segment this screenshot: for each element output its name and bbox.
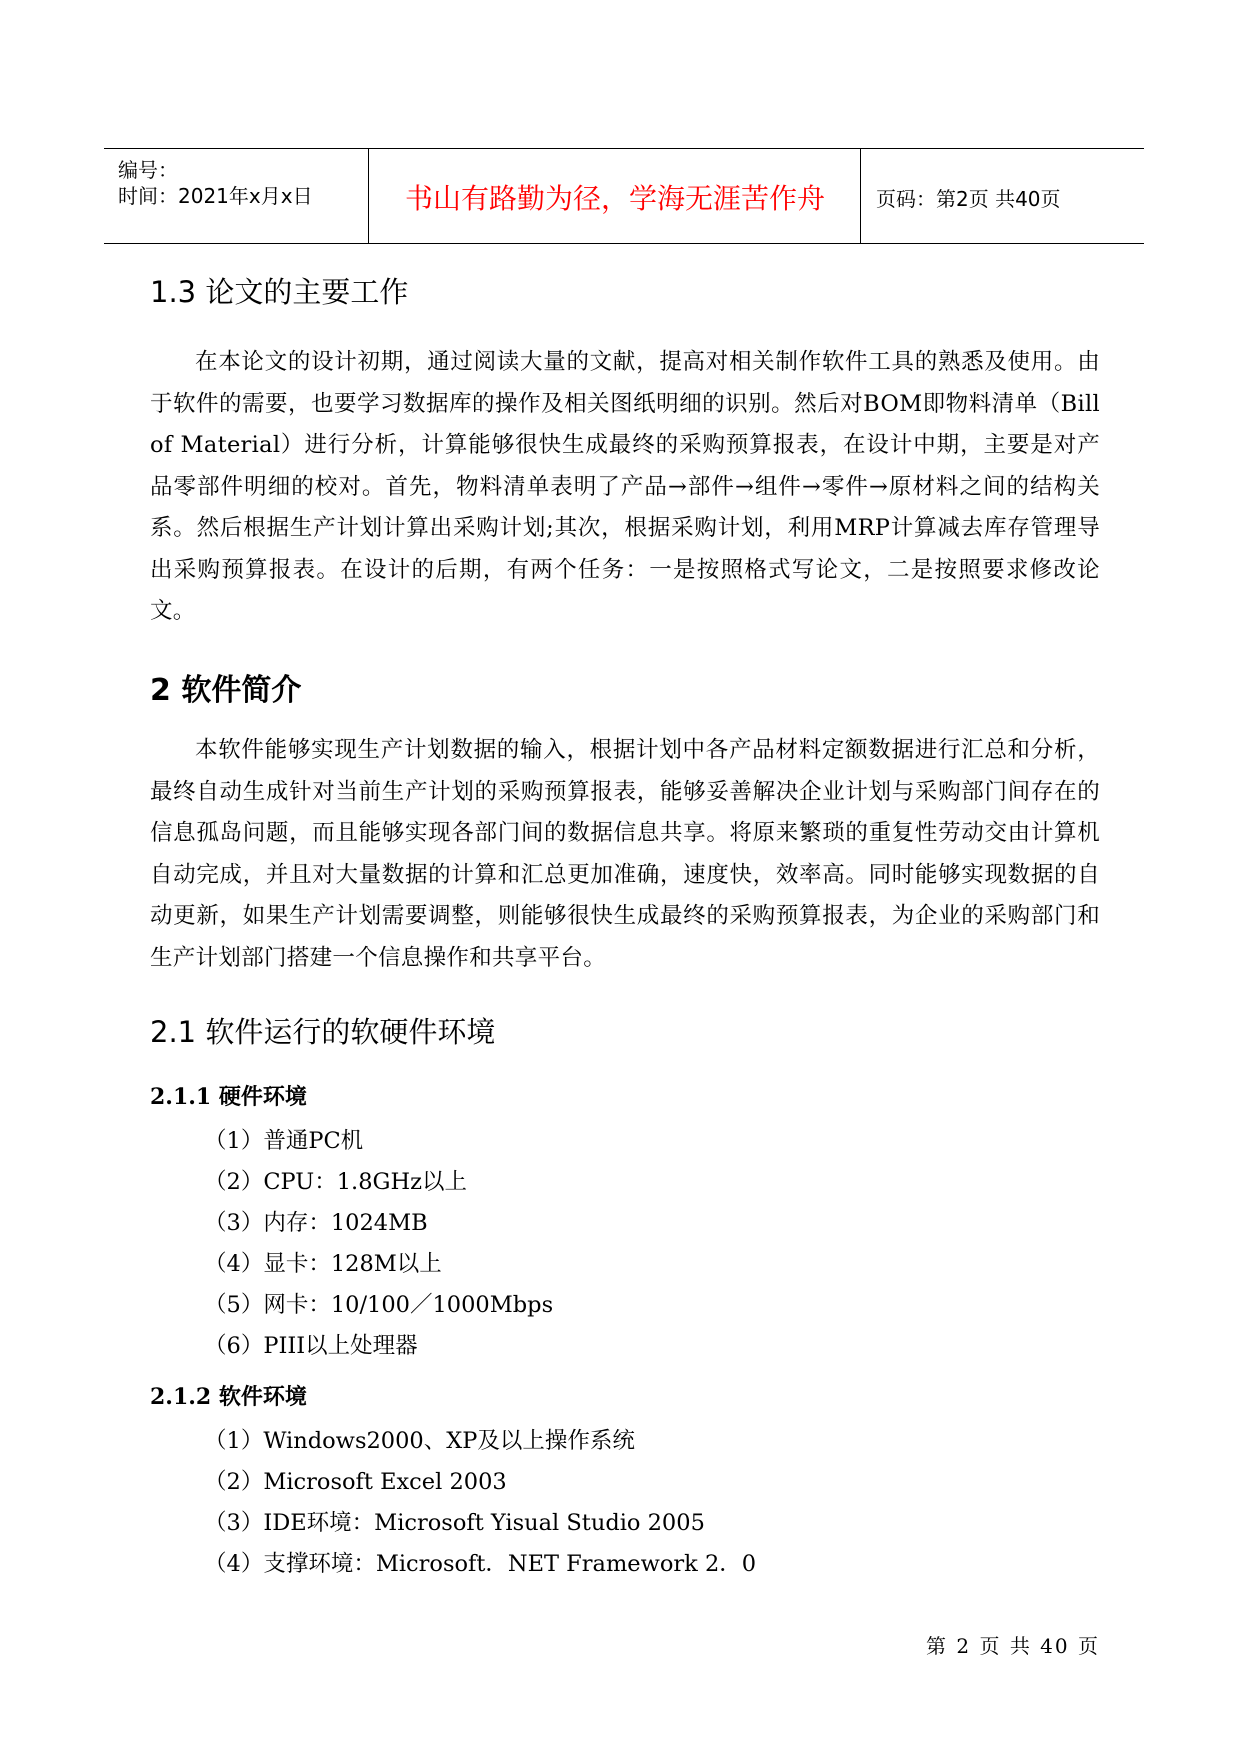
list-item: （4）显卡：128M以上	[204, 1251, 442, 1277]
header-right-cell	[862, 149, 1144, 243]
section-2-1	[150, 1010, 1100, 1051]
section-2-body	[150, 730, 1100, 979]
header-page-code: 页码：第2页 共40页	[876, 187, 1061, 211]
section-2	[150, 665, 1100, 709]
header-left-cell	[104, 149, 369, 243]
list-item: （6）PIII以上处理器	[204, 1333, 418, 1359]
software-list	[150, 1421, 1100, 1585]
list-item: （2）Microsoft Excel 2003	[204, 1469, 507, 1495]
list-item: （4）支撑环境：Microsoft．NET Framework 2．0	[204, 1551, 757, 1577]
header-motto: 书山有路勤为径，学海无涯苦作舟	[404, 182, 825, 215]
list-item: （1）普通PC机	[204, 1128, 364, 1154]
section-1-3-title: 1.3 论文的主要工作	[150, 275, 409, 309]
page-header	[104, 148, 1144, 244]
list-item: （3）内存：1024MB	[204, 1210, 428, 1236]
section-2-1-title: 2.1 软件运行的软硬件环境	[150, 1015, 496, 1049]
document-number-label: 编号：	[118, 158, 178, 182]
software-section	[150, 1380, 1100, 1585]
software-title: 2.1.2 软件环境	[150, 1384, 307, 1410]
section-1-3	[150, 270, 1100, 311]
document-time-label: 时间：2021年x月x日	[118, 184, 313, 208]
list-item: （3）IDE环境：Microsoft Yisual Studio 2005	[204, 1510, 705, 1536]
hardware-section	[150, 1080, 1100, 1367]
list-item: （1）Windows2000、XP及以上操作系统	[204, 1428, 635, 1454]
page-footer: 第 2 页 共 40 页	[926, 1634, 1100, 1658]
section-1-3-body	[150, 342, 1100, 633]
list-item: （5）网卡：10/100／1000Mbps	[204, 1292, 554, 1318]
list-item: （2）CPU：1.8GHz以上	[204, 1169, 467, 1195]
section-2-title: 2 软件简介	[150, 673, 302, 708]
section-1-3-paragraph: 在本论文的设计初期，通过阅读大量的文献，提高对相关制作软件工具的熟悉及使用。由于软件的需要，也要学习数据库的操作及相关图纸明细的识别。然后对BOM即物料清单（Bill of Material）进行分析，计算能够很快生成最终的采购预算报表，在设计中期，主要是对产品零部件明细的校对。首先，物料清单表明了产品→部件→组件→零件→原材料之间的结构关系。然后根据生产计划计算出采购计划;其次，根据采购计划，利用MRP计算减去库存管理导出采购预算报表。在设计的后期，有两个任务：一是按照格式写论文，二是按照要求修改论文。	[150, 349, 1100, 624]
hardware-title: 2.1.1 硬件环境	[150, 1084, 307, 1110]
section-2-paragraph: 本软件能够实现生产计划数据的输入，根据计划中各产品材料定额数据进行汇总和分析，最终自动生成针对当前生产计划的采购预算报表，能够妥善解决企业计划与采购部门间存在的信息孤岛问题，而且能够实现各部门间的数据信息共享。将原来繁琐的重复性劳动交由计算机自动完成，并且对大量数据的计算和汇总更加准确，速度快，效率高。同时能够实现数据的自动更新，如果生产计划需要调整，则能够很快生成最终的采购预算报表，为企业的采购部门和生产计划部门搭建一个信息操作和共享平台。	[150, 737, 1100, 971]
header-middle-cell	[370, 149, 861, 243]
hardware-list	[150, 1121, 1100, 1367]
